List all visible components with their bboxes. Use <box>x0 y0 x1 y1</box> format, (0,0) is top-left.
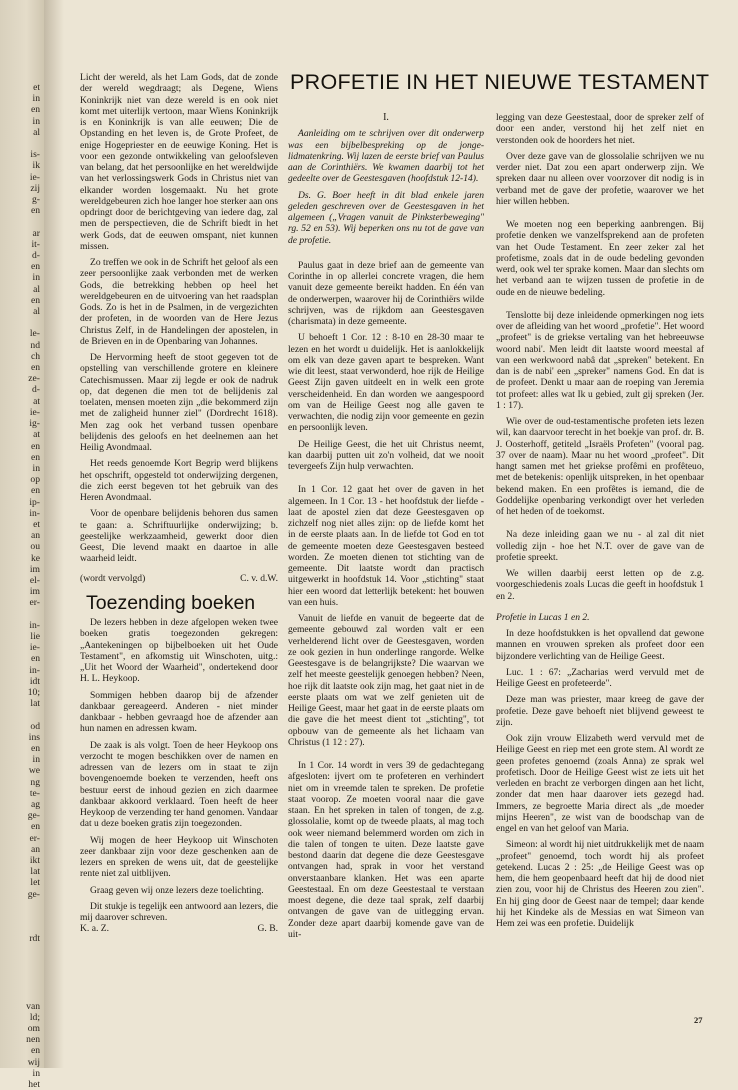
paragraph: Wij mogen de heer Heykoop uit Winschoten zeer dankbaar zijn voor deze geschenken aan de lezers en spreken de wens uit, dat de geestelijke rente niet zal uitblijven. <box>80 834 278 880</box>
section-number: I. <box>383 112 389 123</box>
author-initials: C. v. d.W. <box>240 572 278 584</box>
paragraph: Sommigen hebben daarop bij de afzender dankbaar gereageerd. Anderen - niet minder dankbaar - hebben gevraagd hoe de afzender aan hun namen en adressen kwam. <box>80 689 278 735</box>
page-fold-shadow <box>44 0 64 1068</box>
paragraph: Dit stukje is tegelijk een antwoord aan lezers, die mij daarover schreven. <box>80 900 278 923</box>
paragraph: Vanuit de liefde en vanuit de begeerte dat de gemeente gebouwd zal worden valt er een verhelderend licht over de Geestesgaven, worden ze ook gezien in hun onderlinge rangorde. Welke Geestesgave is de belangrijkste? Die waarvan we zelf het meeste geestelijk genoegen hebben? Neen, hoe rijk dit laatste ook zijn mag, het gaat niet in de eerste plaats om wat we zelf genieten uit de Heilige Geest, maar het gaat in de eerste plaats om die gave die het meest dient tot „stichting", tot opbouw van de gemeente als het lichaam van Christus (1 12 : 27). <box>288 613 484 748</box>
paragraph: Tenslotte bij deze inleidende opmerkingen nog iets over de afleiding van het woord „profetie". Het woord „profeet" is de griekse vertaling van het hebreeuwse woord nabi'. Men leidt dit laatste woord meestal af van een werkwoord nabâ dat „spreken" betekent. En dan is de nabi' een „spreker" namens God. En dat is de profeet. Denkt u maar aan de roeping van Jeremia tot profeet: alles wat Ik u gebied, zult gij spreken (Jer. 1 : 17). <box>496 309 704 411</box>
paragraph: Deze man was priester, maar kreeg de gave der profetie. Deze gave behoeft niet blijvend geweest te zijn. <box>496 694 704 728</box>
paragraph: Graag geven wij onze lezers deze toelichting. <box>90 884 264 896</box>
signature-line <box>80 923 278 934</box>
paragraph: De Hervorming heeft de stoot gegeven tot de opstelling van verschillende grotere en kleinere Catechismussen. Maar zij legde er ook de nadruk op, dat degenen die men tot de belijdenis zal toelaten, mensen moeten zijn „die bekommerd zijn met de zaligheid hunner ziel" (Dordrecht 1618). Men zag ook het verband tussen openbare belijdenis des geloofs en het deelnemen aan het Heilig Avondmaal. <box>80 352 278 453</box>
paragraph: In deze hoofdstukken is het opvallend dat gewone mannen en vrouwen spreken als profeet door een bijzondere verlichting van de Heilige Geest. <box>496 628 704 662</box>
paragraph: We moeten nog een beperking aanbrengen. Bij profetie denken we vanzelfsprekend aan de profeten van het Oude Testament. En zeer zeker zal het profetisme, zoals dat in de oude bedeling gevonden werd, ook wel ter sprake komen. Maar dan slechts om het verband aan te wijzen tussen de profetie in de oude en de nieuwe bedeling. <box>496 219 704 298</box>
paragraph: Paulus gaat in deze brief aan de gemeente van Corinthe in op allerlei concrete vragen, die hem vanuit deze gemeente bereikt hadden. En één van de onderwerpen, waarover hij de Corinthiërs wilde schrijven, was de rijkdom aan Geestesgaven (charismata) in deze gemeente. <box>288 259 484 327</box>
column-left <box>80 72 278 935</box>
page-number: 27 <box>694 1015 703 1025</box>
paragraph: legging van deze Geestestaal, door de spreker zelf of door een ander, verstond hij het zelf niet en verstonden ook de hoorders het niet. <box>496 112 704 146</box>
paragraph: Ook zijn vrouw Elizabeth werd vervuld met de Heilige Geest en riep met een grote stem. Al wordt ze geen profetes genoemd (zoals Anna) ze sprak wel profetisch. Door de Heilige Geest wist ze iets uit het verleden en bracht ze verborgen dingen aan het licht, zonder dat men haar daarover iets gezegd had. Immers, ze begroette Maria direct als „de moeder mijns Heeren", ze wist van de boodschap van de engel en van het geloof van Maria. <box>496 733 704 834</box>
paragraph: Over deze gave van de glossolalie schrijven we nu verder niet. Dat zou een apart onderwerp zijn. We spreken daar nu alleen over voorzover dit nodig is in verband met de gave der profetie, waarover we het hier willen hebben. <box>496 150 704 207</box>
column-right <box>496 112 704 934</box>
paragraph: Luc. 1 : 67: „Zacharias werd vervuld met de Heilige Geest en profeteerde". <box>496 666 704 689</box>
paragraph: De Heilige Geest, die het uit Christus neemt, kan daarbij putten uit zo'n volheid, dat we nooit tevergeefs Zijn hulp verwachten. <box>288 438 484 472</box>
paragraph: Zo treffen we ook in de Schrift het geloof als een zeer persoonlijke zaak verbonden met de werken Gods, die betrekking hebben op heel het wereldgebeuren en de uitvoering van het raadsplan Gods. Zo is het in de Psalmen, in de vergezichten der profeten, in de woorden van de Here Jezus Christus Zelf, in de Handelingen der apostelen, in de Brieven en in de Openbaring van Johannes. <box>80 257 278 347</box>
paragraph: Het reeds genoemde Kort Begrip werd blijkens het opschrift, opgesteld tot onderwijzing dergenen, die zich eerst begeven tot het gebruik van des Heren Avondmaal. <box>80 458 278 503</box>
subheading-lucas: Profetie in Lucas 1 en 2. <box>496 611 590 623</box>
intro-paragraph: Aanleiding om te schrijven over dit onderwerp was een bijbelbespreking op de jonge-lidmatenkring. Wij lazen de eerste brief van Paulus aan de Corinthiërs. We kwamen daarbij tot het gedeelte over de Geestesgaven (hoofdstuk 12-14). <box>288 128 484 185</box>
paragraph: Wie over de oud-testamentische profeten iets lezen wil, kan daarvoor terecht in het boekje van prof. dr. B. J. Oosterhoff, getiteld „Israëls Profeten" (vooral pag. 37 over de naam). Maar nu het woord „profeet". Dit hangt samen met het griekse profêmi en profêteuo, met de betekenis: openlijk uitspreken, in het openbaar bekend maken. En een profêtes is iemand, die de Goddelijke openbaring verkondigt over het verleden of het heden of de toekomst. <box>496 416 704 517</box>
paragraph: In 1 Cor. 12 gaat het over de gaven in het algemeen. In 1 Cor. 13 - het hoofdstuk der liefde - laat de apostel zien dat deze Geestesgaven op zichzelf nog niet alles zijn: op de liefde komt het in de eerste plaats aan. In de liefde tot God en tot de gemeente moeten deze Geestesgaven besteed worden. Ze moeten dienen tot stichting van de gemeente. Dit laatste wordt dan practisch uitgewerkt in hoofdstuk 14. Voor „stichting" staat hier een woord dat letterlijk betekent: het bouwen van een huis. <box>288 484 484 608</box>
paragraph: U behoeft 1 Cor. 12 : 8-10 en 28-30 maar te lezen en het wordt u duidelijk. Het is aanlokkelijk om elk van deze gaven apart te bespreken. Want wie dit leest, staat verwonderd, hoe rijk de Heilige Geest Zijn gaven uitdeelt en in welk een grote verscheidenheid. En dan worden we aangespoord om van de Heilige Geest nog alle gaven te verwachten, die nodig zijn voor gemeente en gezin en persoonlijk leven. <box>288 332 484 434</box>
signature-right: G. B. <box>257 923 278 935</box>
signature-left: K. a. Z. <box>80 923 110 935</box>
paragraph: We willen daarbij eerst letten op de z.g. voorgeschiedenis zoals Lucas die geeft in hoofdstuk 1 en 2. <box>496 568 704 602</box>
section-title-toezending: Toezending boeken <box>86 591 256 614</box>
continued-note: (wordt vervolgd) <box>80 572 146 584</box>
intro-paragraph: Ds. G. Boer heeft in dit blad enkele jaren geleden geschreven over de Geestesgaven in het algemeen („Vragen vanuit de Pinksterbeweging" rg. 52 en 53). Wij beperken ons nu tot de gave van de profetie. <box>288 189 484 246</box>
paragraph: De lezers hebben in deze afgelopen weken twee boeken gratis toegezonden gekregen: „Aantekeningen op bijbelboeken uit het Oude Testament", en afkomstig uit Winschoten, uitg.: „Uit het Woord der Waarheid", ondertekend door H. L. Heykoop. <box>80 617 278 685</box>
paragraph: Voor de openbare belijdenis behoren dus samen te gaan: a. Schriftuurlijke onderwijzing; b. geestelijke werkzaamheid, gewerkt door dien Geest, Die levend maakt en daartoe in alle waarheid leidt. <box>80 508 278 565</box>
column-middle <box>288 112 484 945</box>
article-headline: PROFETIE IN HET NIEUWE TESTAMENT <box>290 70 710 94</box>
paragraph: Simeon: al wordt hij niet uitdrukkelijk met de naam „profeet" genoemd, toch wordt hij als profeet getekend. Lucas 2 : 25: „de Heilige Geest was op hem, die hem geopenbaard heeft dat hij de dood niet zien zou, voor hij de Christus des Heeren zou zien". En hij ging door de Geest naar de tempel; daar kende hij het Kindeke als de Messias en wat Simeon van Hem zei was een profetie. Duidelijk <box>496 839 704 929</box>
facing-page-text: et in en in al is- ik ie- zij g- en ar it- d- en in al en al le- nd ch en ze- d- at ie- ig- at en en in op en ip- in- et an ou ke im el- im er- in- lie ie- en in- idt 10; lat od ins en in we ng te- ag ge- en er- an ikt lat let ge- rdt van ld; om nen en wij in het <box>26 82 40 1090</box>
left-page-gutter <box>0 0 44 1090</box>
paragraph: Na deze inleiding gaan we nu - al zal dit niet volledig zijn - hoe het N.T. over de gave van de profetie spreekt. <box>496 529 704 563</box>
paragraph: Licht der wereld, als het Lam Gods, dat de zonde der wereld wegdraagt; als Degene, Wiens Koninkrijk niet van deze wereld is en ook niet komt met uiterlijk vertoon, maar Wiens Koninkrijk is en Koninkrijk is van alle eeuwen; Die de Opstanding en het leven is, de Grote Profeet, de enige Hogepriester en de eeuwige Koning. Het is voor een gezonde ontwikkeling van geloofsleven van belang, dat het persoonlijke en het wereldwijde van het verlossingswerk Gods in Christus niet van elkander worden losgemaakt. Nu het grote wereldgebeuren zich hoe langer hoe sterker aan ons opdringt door de berichtgeving van iedere dag, zal men de perspectieven, die de Schrift biedt in het werk Gods, dat de eeuwen omspant, niet kunnen missen. <box>80 72 278 252</box>
byline <box>80 573 278 584</box>
paragraph: De zaak is als volgt. Toen de heer Heykoop ons verzocht te mogen beschikken over de namen en adressen van de lezers om in staat te zijn bovengenoemde boeken te verzenden, heeft ons bestuur eerst de inhoud gezien en zich daarmee dankbaar akkoord verklaard. Toen heeft de heer Heykoop de verzending ter hand genomen. Vandaar dat u deze boeken gratis zijn toegezonden. <box>80 739 278 830</box>
paragraph: In 1 Cor. 14 wordt in vers 39 de gedachtegang afgesloten: ijvert om te profeteren en verhindert niet om in vreemde talen te spreken. De profetie staat voorop. Ze moeten vooral naar die gave staan. En het spreken in talen of tongen, de z.g. glossolalie, komt op de tweede plaats, al mag toch ook weer niemand belemmerd worden om zich in die talen of tongen te uiten. Deze laatste gave bestond daarin dat degene die deze Geestesgave ontvangen had, sprak in voor het verstand onverstaanbare klanken. Het was een aparte Geestestaal. En om deze Geestestaal te verstaan moest degene, die deze taal sprak, zelf daarbij ontvangen de gave van de uitlegging ervan. Zonder deze apart daarbij komende gave van de uit- <box>288 760 484 940</box>
